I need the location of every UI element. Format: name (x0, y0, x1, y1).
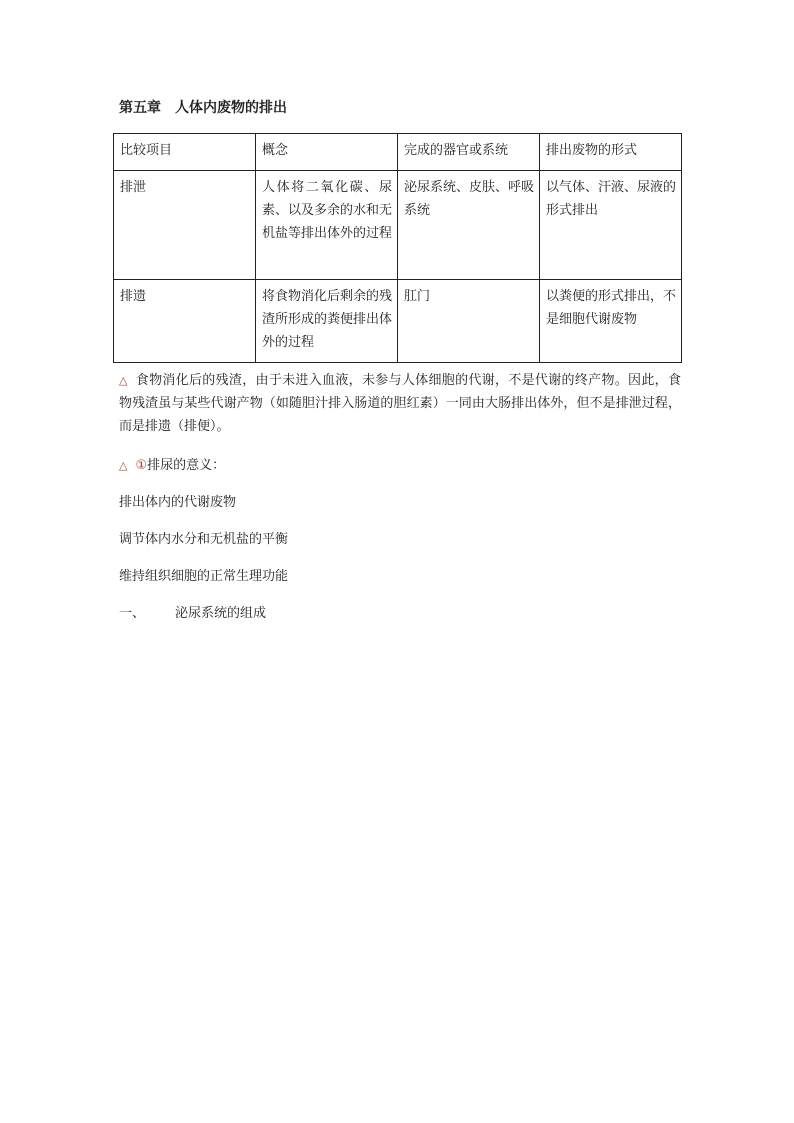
list-item: 维持组织细胞的正常生理功能 (119, 569, 289, 584)
section-number: 一、 (119, 606, 146, 621)
table-cell: 将食物消化后剩余的残渣所形成的粪便排出体外的过程 (256, 280, 398, 363)
list-item: 调节体内水分和无机盐的平衡 (119, 532, 289, 547)
warning-triangle-icon: △ (119, 459, 128, 472)
significance-heading (119, 456, 225, 476)
table-cell: 排泄 (114, 171, 256, 280)
table-cell: 排遗 (114, 280, 256, 363)
circled-number: ① (135, 458, 148, 473)
note-paragraph (119, 369, 681, 438)
table-cell: 肛门 (398, 280, 540, 363)
table-header-cell: 概念 (256, 134, 398, 171)
comparison-table (113, 133, 682, 363)
significance-label: 排尿的意义： (147, 458, 226, 473)
table-row (114, 280, 682, 363)
warning-triangle-icon: △ (119, 374, 128, 387)
table-header-cell: 排出废物的形式 (540, 134, 682, 171)
table-header-cell: 完成的器官或系统 (398, 134, 540, 171)
list-item: 排出体内的代谢废物 (119, 495, 237, 510)
chapter-title: 第五章 人体内废物的排出 (119, 100, 287, 116)
table-cell: 以粪便的形式排出，不是细胞代谢废物 (540, 280, 682, 363)
table-row (114, 171, 682, 280)
table-header-row (114, 134, 682, 171)
section-heading (119, 604, 266, 624)
section-title: 泌尿系统的组成 (175, 606, 267, 621)
table-cell: 人体将二氧化碳、尿素、以及多余的水和无机盐等排出体外的过程 (256, 171, 398, 280)
note-text: 食物消化后的残渣，由于未进入血液，未参与人体细胞的代谢，不是代谢的终产物。因此，食物残渣虽与某些代谢产物（如随胆汁排入肠道的胆红素）一同由大肠排出体外，但不是排泄过程，而是排遗（排便）。 (119, 373, 681, 434)
table-header-cell: 比较项目 (114, 134, 256, 171)
table-cell: 泌尿系统、皮肤、呼吸系统 (398, 171, 540, 280)
table-cell: 以气体、汗液、尿液的形式排出 (540, 171, 682, 280)
